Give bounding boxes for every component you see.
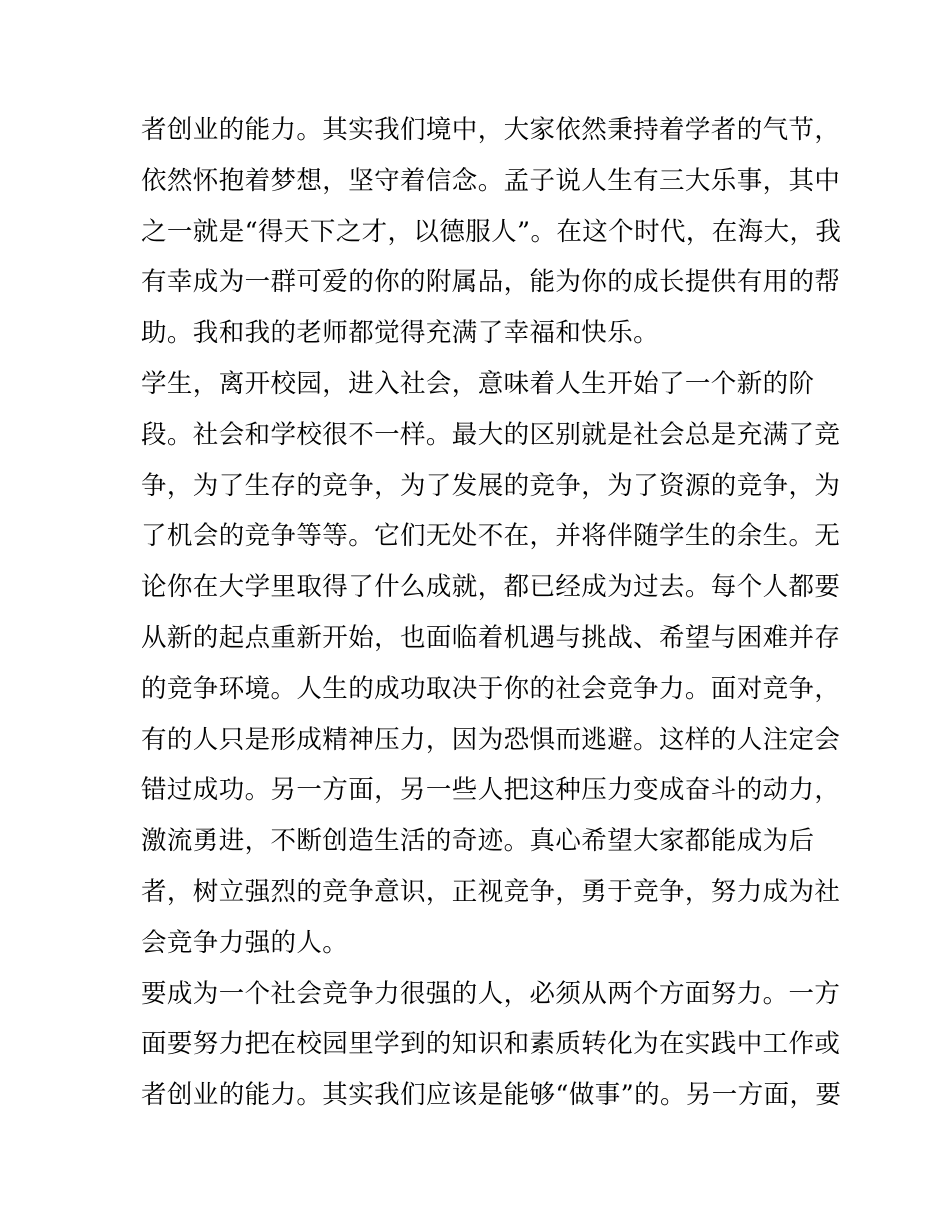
text-line: 者创业的能力。其实我们境中，大家依然秉持着学者的气节， xyxy=(141,115,841,145)
text-line: 从新的起点重新开始，也面临着机遇与挑战、希望与困难并存 xyxy=(141,622,841,653)
text-line: 了机会的竞争等等。它们无处不在，并将伴随学生的余生。无 xyxy=(141,521,841,552)
text-line: 错过成功。另一方面，另一些人把这种压力变成奋斗的动力， xyxy=(141,775,841,806)
text-line: 要成为一个社会竞争力很强的人，必须从两个方面努力。一方 xyxy=(141,978,841,1009)
document-body xyxy=(141,105,842,1121)
paragraph-3 xyxy=(141,969,842,1121)
text-line: 助。我和我的老师都觉得充满了幸福和快乐。 xyxy=(141,318,660,349)
text-line: 有的人只是形成精神压力，因为恐惧而逃避。这样的人注定会 xyxy=(141,724,841,755)
text-line: 论你在大学里取得了什么成就，都已经成为过去。每个人都要 xyxy=(141,572,841,603)
text-line: 争，为了生存的竞争，为了发展的竞争，为了资源的竞争，为 xyxy=(141,470,841,501)
text-line: 者，树立强烈的竞争意识，正视竞争，勇于竞争，努力成为社 xyxy=(141,876,841,907)
paragraph-2 xyxy=(141,359,841,969)
text-line: 的竞争环境。人生的成功取决于你的社会竞争力。面对竞争， xyxy=(141,673,841,704)
text-line: 段。社会和学校很不一样。最大的区别就是社会总是充满了竞 xyxy=(141,419,841,450)
text-line: 会竞争力强的人。 xyxy=(141,927,349,958)
paragraph-1 xyxy=(141,105,842,359)
text-line: 学生，离开校园，进入社会，意味着人生开始了一个新的阶 xyxy=(141,368,815,399)
text-line: 有幸成为一群可爱的你的附属品，能为你的成长提供有用的帮 xyxy=(141,267,841,298)
text-line: 激流勇进，不断创造生活的奇迹。真心希望大家都能成为后 xyxy=(141,826,815,857)
text-line: 面要努力把在校园里学到的知识和素质转化为在实践中工作或 xyxy=(141,1029,841,1060)
text-line: 者创业的能力。其实我们应该是能够“做事”的。另一方面，要 xyxy=(141,1080,842,1111)
text-line: 依然怀抱着梦想，坚守着信念。孟子说人生有三大乐事，其中 xyxy=(141,165,841,196)
text-line: 之一就是“得天下之才，以德服人”。在这个时代，在海大，我 xyxy=(141,216,842,247)
